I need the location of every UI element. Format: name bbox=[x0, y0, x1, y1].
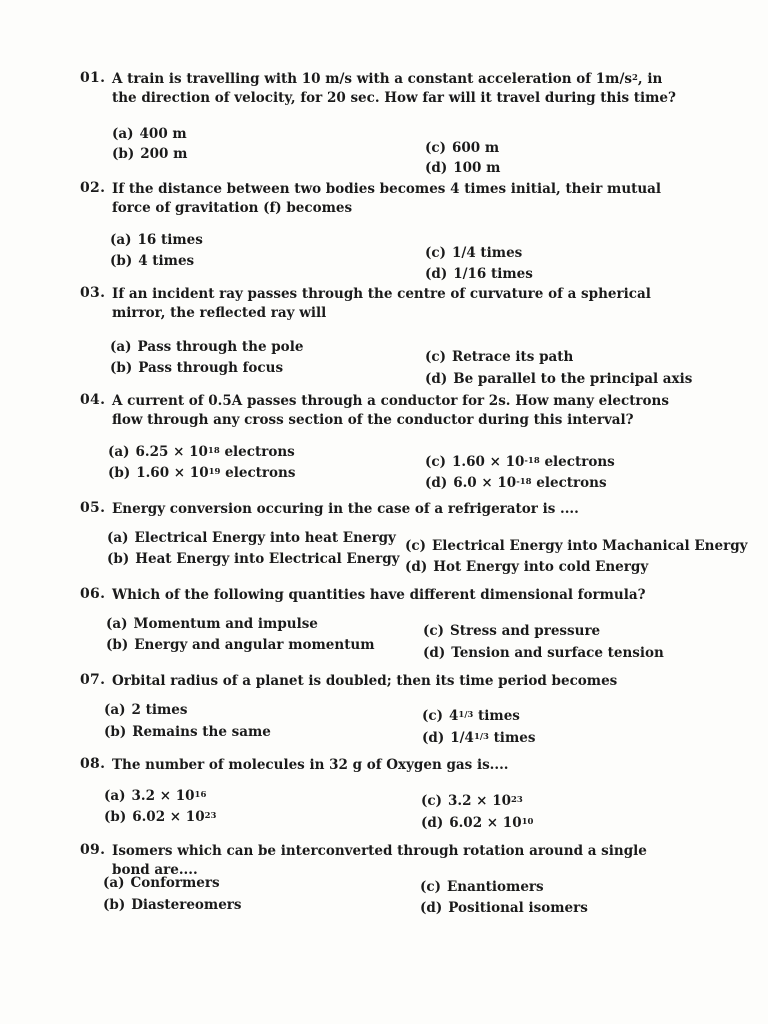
question-text: Isomers which can be interconverted through rotation around a single bond are.... bbox=[112, 843, 647, 878]
question-text: Which of the following quantities have different dimensional formula? bbox=[112, 587, 646, 603]
question-text: Energy conversion occuring in the case of a refrigerator is .... bbox=[112, 501, 579, 517]
option-b[interactable]: (b) Heat Energy into Electrical Energy bbox=[107, 551, 400, 567]
option-d[interactable]: (d) $1/4^{1/3}$ times bbox=[422, 730, 536, 746]
question-number: 05. bbox=[80, 500, 106, 516]
question-text: Orbital radius of a planet is doubled; then its time period becomes bbox=[112, 673, 618, 689]
option-a[interactable]: (a) Electrical Energy into heat Energy bbox=[107, 530, 396, 546]
option-c[interactable]: (c) Electrical Energy into Machanical Energy bbox=[405, 538, 748, 554]
question-text: If the distance between two bodies becomes 4 times initial, their mutual force of gravitation (f) becomes bbox=[112, 181, 662, 216]
option-c[interactable]: (c) $4^{1/3}$ times bbox=[422, 708, 520, 724]
question-text: A train is travelling with 10 m/s with a constant acceleration of $1m/s^2$, in the direction of velocity, for 20 sec. How far will it travel during this time? bbox=[112, 71, 676, 106]
option-d[interactable]: (d) 1/16 times bbox=[425, 266, 533, 282]
option-c[interactable]: (c) Retrace its path bbox=[425, 349, 574, 365]
question-number: 06. bbox=[80, 586, 106, 602]
option-a[interactable]: (a) Pass through the pole bbox=[110, 339, 304, 355]
option-b[interactable]: (b) $6.02 \times 10^{23}$ bbox=[104, 809, 217, 825]
option-a[interactable]: (a) 400 m bbox=[112, 126, 187, 142]
option-d[interactable]: (d) 100 m bbox=[425, 160, 501, 176]
option-a[interactable]: (a) Conformers bbox=[103, 875, 220, 891]
option-a[interactable]: (a) 16 times bbox=[110, 232, 203, 248]
option-c[interactable]: (c) $1.60 \times 10^{-18}$ electrons bbox=[425, 454, 615, 470]
option-a[interactable]: (a) $3.2 \times 10^{16}$ bbox=[104, 788, 207, 804]
question-number: 04. bbox=[80, 392, 106, 408]
question-number: 08. bbox=[80, 756, 106, 772]
option-d[interactable]: (d) Hot Energy into cold Energy bbox=[405, 559, 649, 575]
option-d[interactable]: (d) Tension and surface tension bbox=[423, 645, 664, 661]
option-c[interactable]: (c) 1/4 times bbox=[425, 245, 523, 261]
option-d[interactable]: (d) $6.0 \times 10^{-18}$ electrons bbox=[425, 475, 607, 491]
option-c[interactable]: (c) Stress and pressure bbox=[423, 623, 601, 639]
question-number: 01. bbox=[80, 70, 106, 86]
option-d[interactable]: (d) $6.02 \times 10^{10}$ bbox=[421, 815, 534, 831]
question-text: A current of 0.5A passes through a conductor for 2s. How many electrons flow through any cross section of the conductor during this interval? bbox=[112, 393, 669, 428]
option-a[interactable]: (a) $6.25 \times 10^{18}$ electrons bbox=[108, 444, 295, 460]
option-d[interactable]: (d) Positional isomers bbox=[420, 900, 588, 916]
option-a[interactable]: (a) Momentum and impulse bbox=[106, 616, 318, 632]
option-c[interactable]: (c) Enantiomers bbox=[420, 879, 544, 895]
option-d[interactable]: (d) Be parallel to the principal axis bbox=[425, 371, 693, 387]
option-a[interactable]: (a) 2 times bbox=[104, 702, 188, 718]
question-number: 09. bbox=[80, 842, 106, 858]
question-number: 07. bbox=[80, 672, 106, 688]
question-text: If an incident ray passes through the centre of curvature of a spherical mirror, the reflected ray will bbox=[112, 286, 651, 321]
option-b[interactable]: (b) Pass through focus bbox=[110, 360, 284, 376]
option-b[interactable]: (b) 200 m bbox=[112, 146, 188, 162]
option-b[interactable]: (b) $1.60 \times 10^{19}$ electrons bbox=[108, 465, 296, 481]
option-b[interactable]: (b) Energy and angular momentum bbox=[106, 637, 375, 653]
option-b[interactable]: (b) 4 times bbox=[110, 253, 195, 269]
question-text: The number of molecules in 32 g of Oxygen gas is.... bbox=[112, 757, 509, 773]
option-c[interactable]: (c) 600 m bbox=[425, 140, 500, 156]
option-b[interactable]: (b) Diastereomers bbox=[103, 897, 242, 913]
question-number: 03. bbox=[80, 285, 106, 301]
question-number: 02. bbox=[80, 180, 106, 196]
option-b[interactable]: (b) Remains the same bbox=[104, 724, 271, 740]
option-c[interactable]: (c) $3.2 \times 10^{23}$ bbox=[421, 793, 523, 809]
